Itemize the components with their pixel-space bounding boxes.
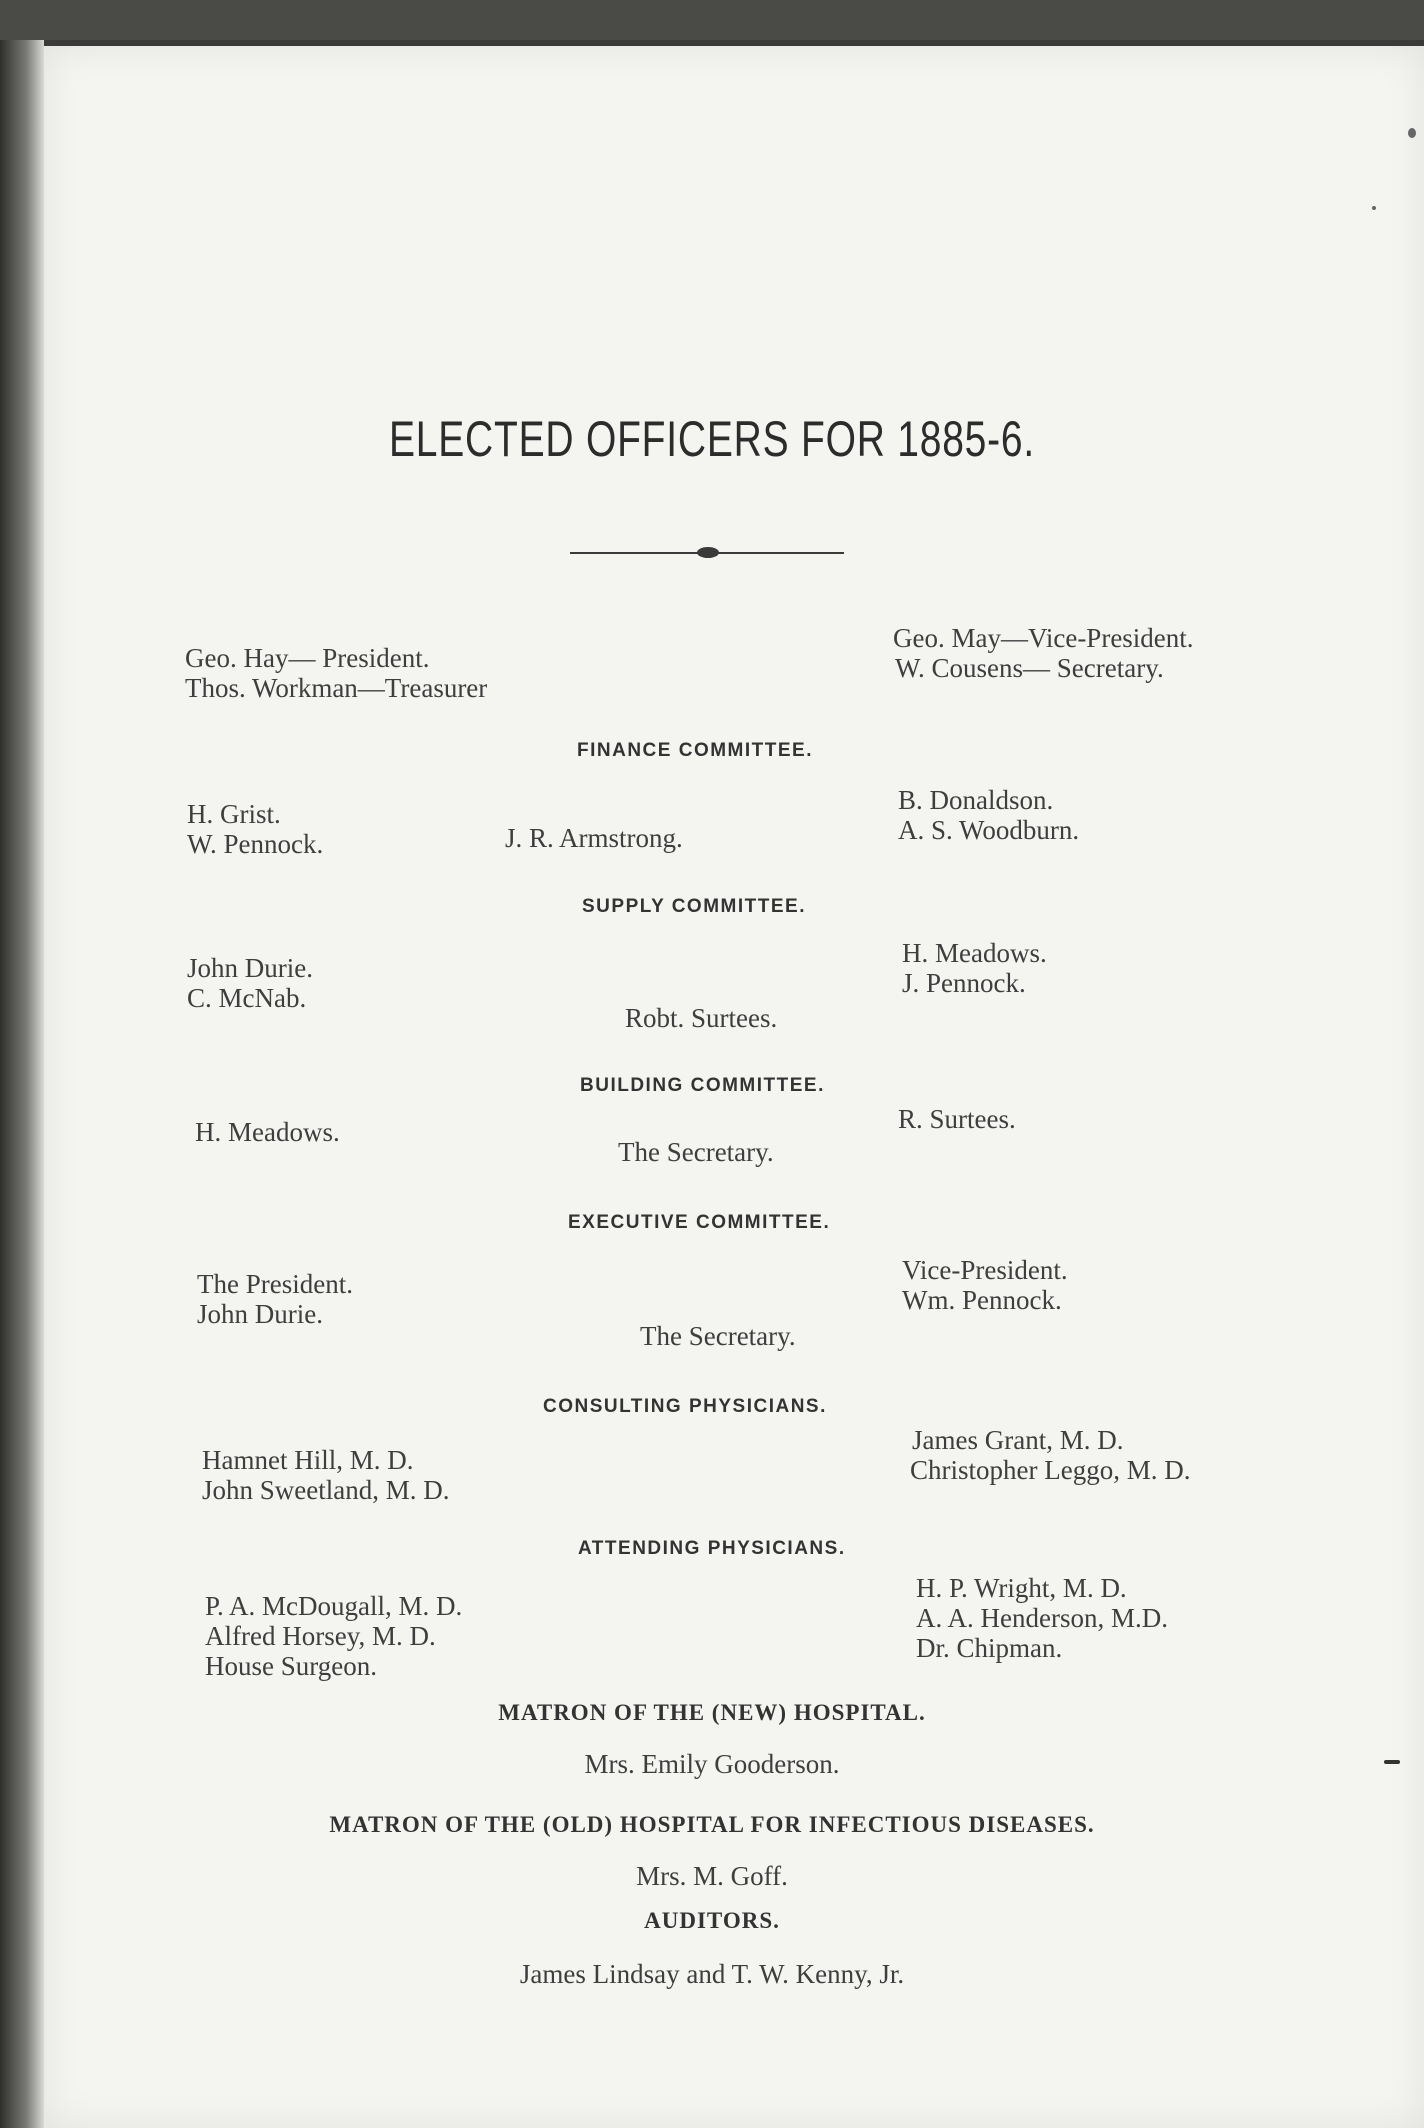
attending-physician: A. A. Henderson, M.D.	[916, 1603, 1168, 1633]
attending-physician: Alfred Horsey, M. D.	[205, 1621, 436, 1651]
executive-committee-heading: EXECUTIVE COMMITTEE.	[568, 1212, 831, 1233]
finance-member: J. R. Armstrong.	[505, 823, 683, 853]
building-member: H. Meadows.	[195, 1117, 340, 1147]
executive-member: Wm. Pennock.	[902, 1285, 1062, 1315]
auditors-heading: AUDITORS.	[644, 1908, 780, 1933]
supply-member: J. Pennock.	[902, 968, 1026, 998]
attending-physicians-heading: ATTENDING PHYSICIANS.	[578, 1538, 846, 1559]
finance-member: W. Pennock.	[187, 829, 324, 859]
finance-member: H. Grist.	[187, 799, 281, 829]
officer-treasurer: Thos. Workman—Treasurer	[185, 673, 488, 703]
supply-member: John Durie.	[187, 953, 313, 983]
officer-secretary: W. Cousens— Secretary.	[895, 653, 1164, 683]
consulting-physician: John Sweetland, M. D.	[202, 1475, 450, 1505]
officer-vice-president: Geo. May—Vice-President.	[893, 623, 1194, 653]
supply-member: C. McNab.	[187, 983, 307, 1013]
consulting-physician: Hamnet Hill, M. D.	[202, 1445, 414, 1475]
building-committee-heading: BUILDING COMMITTEE.	[580, 1075, 825, 1096]
executive-member: The President.	[197, 1269, 353, 1299]
scan-border	[0, 0, 1424, 40]
attending-physician: P. A. McDougall, M. D.	[205, 1591, 463, 1621]
finance-member: A. S. Woodburn.	[898, 815, 1080, 845]
building-member: R. Surtees.	[898, 1104, 1016, 1134]
supply-member: H. Meadows.	[902, 938, 1047, 968]
page-title: ELECTED OFFICERS FOR 1885-6.	[388, 411, 1035, 467]
supply-committee-heading: SUPPLY COMMITTEE.	[582, 896, 806, 917]
finance-committee-heading: FINANCE COMMITTEE.	[577, 740, 813, 761]
finance-member: B. Donaldson.	[898, 785, 1054, 815]
building-member: The Secretary.	[618, 1137, 774, 1167]
executive-member: John Durie.	[197, 1299, 323, 1329]
supply-member: Robt. Surtees.	[625, 1003, 778, 1033]
executive-member: Vice-President.	[902, 1255, 1068, 1285]
scan-speck	[1408, 128, 1416, 138]
matron-old-heading: MATRON OF THE (OLD) HOSPITAL FOR INFECTIOUS DISEASES.	[329, 1812, 1095, 1837]
attending-physician: Dr. Chipman.	[916, 1633, 1063, 1663]
consulting-physician: Christopher Leggo, M. D.	[910, 1455, 1191, 1485]
officer-president: Geo. Hay— President.	[185, 643, 430, 673]
scan-speck	[1384, 1760, 1400, 1764]
auditors-names: James Lindsay and T. W. Kenny, Jr.	[519, 1959, 905, 1989]
scan-speck	[1372, 206, 1376, 210]
attending-physician: H. P. Wright, M. D.	[916, 1573, 1127, 1603]
matron-new-name: Mrs. Emily Gooderson.	[584, 1749, 840, 1779]
matron-old-name: Mrs. M. Goff.	[636, 1861, 788, 1891]
consulting-physicians-heading: CONSULTING PHYSICIANS.	[543, 1396, 827, 1417]
matron-new-heading: MATRON OF THE (NEW) HOSPITAL.	[498, 1700, 926, 1725]
executive-member: The Secretary.	[640, 1321, 796, 1351]
consulting-physician: James Grant, M. D.	[912, 1425, 1124, 1455]
attending-physician: House Surgeon.	[205, 1651, 377, 1681]
title-rule-ornament	[697, 547, 719, 558]
